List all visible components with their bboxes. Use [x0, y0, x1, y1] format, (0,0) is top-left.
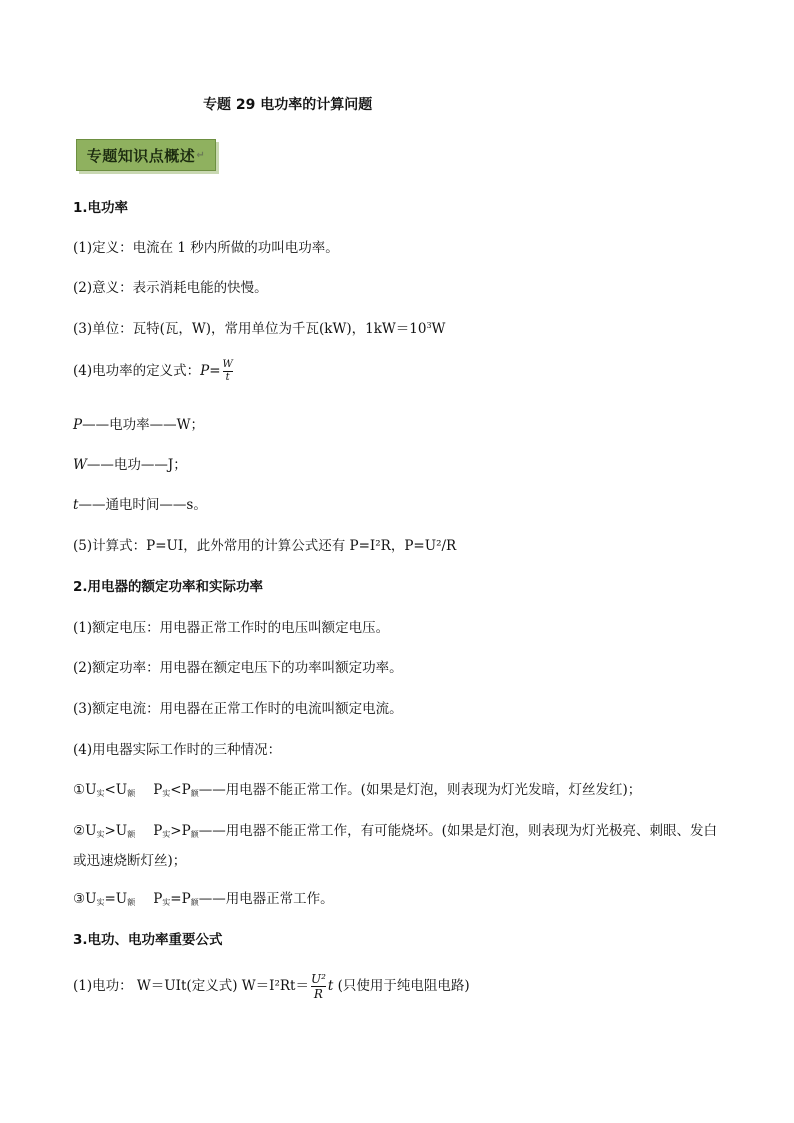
subscript-rated: 额 — [190, 830, 199, 839]
case-2-text: ——用电器不能正常工作，有可能烧坏。(如果是灯泡，则表现为灯光极亮、刺眼、发白或迅速烧断灯丝)； — [73, 823, 717, 869]
section-banner — [76, 139, 216, 171]
case-2-p: P — [153, 823, 163, 839]
work-fraction — [311, 973, 326, 1000]
case-3-u: ③U — [73, 891, 97, 907]
formula-fraction — [223, 360, 233, 383]
work-formula-note: (只使用于纯电阻电路) — [333, 978, 470, 994]
subscript-real: 实 — [96, 789, 105, 798]
var-w-symbol: W — [73, 457, 87, 473]
work-fraction-denominator: R — [313, 987, 323, 1001]
case-3-text: ——用电器正常工作。 — [198, 891, 334, 907]
section-heading-3: 3.电功、电功率重要公式 — [73, 932, 223, 948]
var-t-symbol: t — [73, 497, 79, 513]
var-p-text: ——电功率——W； — [82, 417, 204, 433]
var-t-line — [73, 497, 207, 513]
case-2-u: ②U — [73, 823, 97, 839]
var-t-text: ——通电时间——s。 — [78, 497, 207, 513]
case-2-op: >U — [104, 823, 128, 839]
case-3-op: =U — [104, 891, 128, 907]
var-w-line — [73, 457, 187, 473]
formula-line — [73, 360, 235, 383]
page-title: 专题 29 电功率的计算问题 — [203, 97, 373, 113]
formula-equals: = — [209, 363, 221, 379]
formula-prefix: (4)电功率的定义式： — [73, 363, 201, 379]
rated-current-line: (3)额定电流：用电器在正常工作时的电流叫额定电流。 — [73, 701, 403, 717]
subscript-rated: 额 — [127, 898, 136, 907]
subscript-real: 实 — [162, 830, 171, 839]
section-heading-2: 2.用电器的额定功率和实际功率 — [73, 579, 264, 595]
rated-power-line: (2)额定功率：用电器在额定电压下的功率叫额定功率。 — [73, 660, 403, 676]
fraction-numerator: W — [222, 359, 233, 370]
subscript-real: 实 — [162, 789, 171, 798]
case-1-p: P — [153, 782, 163, 798]
work-formula-text: (1)电功： W＝UIt(定义式) W＝I²Rt＝ — [73, 978, 309, 994]
case-3-line — [73, 891, 334, 908]
banner-label: 专题知识点概述 — [86, 146, 196, 165]
subscript-rated: 额 — [190, 789, 199, 798]
work-formula-t: t — [327, 978, 334, 994]
subscript-rated: 额 — [127, 789, 136, 798]
return-mark-icon: ↵ — [196, 149, 206, 161]
case-1-text: ——用电器不能正常工作。(如果是灯泡，则表现为灯光发暗，灯丝发红)； — [198, 782, 642, 798]
case-2-line — [73, 818, 728, 874]
meaning-line: (2)意义：表示消耗电能的快慢。 — [73, 280, 268, 296]
subscript-real: 实 — [96, 830, 105, 839]
case-3-p: P — [153, 891, 163, 907]
rated-voltage-line: (1)额定电压：用电器正常工作时的电压叫额定电压。 — [73, 620, 390, 636]
fraction-denominator: t — [225, 372, 230, 383]
subscript-rated: 额 — [190, 898, 199, 907]
subscript-real: 实 — [96, 898, 105, 907]
case-1-line — [73, 782, 641, 799]
var-w-text: ——电功——J； — [86, 457, 187, 473]
calc-line: (5)计算式：P=UI，此外常用的计算公式还有 P=I²R，P=U²/R — [73, 538, 457, 554]
unit-watt: W — [431, 321, 446, 337]
unit-line — [73, 321, 445, 337]
case-1-pop: <P — [170, 782, 191, 798]
cases-intro-line: (4)用电器实际工作时的三种情况： — [73, 742, 282, 758]
subscript-real: 实 — [162, 898, 171, 907]
var-p-line — [73, 417, 204, 433]
section-heading-1: 1.电功率 — [73, 200, 129, 216]
case-1-op: <U — [104, 782, 128, 798]
subscript-rated: 额 — [127, 830, 136, 839]
var-p-symbol: P — [73, 417, 83, 433]
unit-exponent: 3 — [426, 321, 432, 330]
case-3-pop: =P — [170, 891, 191, 907]
work-fraction-numerator: U² — [310, 972, 326, 986]
case-1-u: ①U — [73, 782, 97, 798]
case-2-pop: >P — [170, 823, 191, 839]
formula-p: P — [200, 363, 210, 379]
unit-text: (3)单位：瓦特(瓦，W)，常用单位为千瓦(kW)，1kW＝10 — [73, 321, 427, 337]
work-formula-line — [73, 973, 470, 1000]
definition-line: (1)定义：电流在 1 秒内所做的功叫电功率。 — [73, 240, 339, 256]
